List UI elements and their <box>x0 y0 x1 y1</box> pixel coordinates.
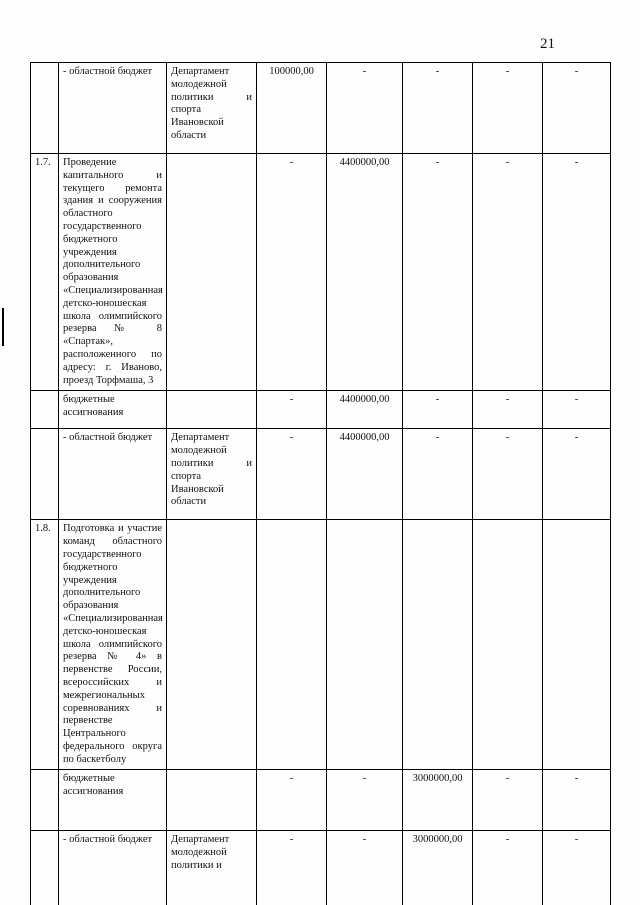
description-cell: бюджетные ассигнования <box>59 391 167 429</box>
amount-cell: - <box>327 63 403 154</box>
amount-cell: - <box>257 831 327 905</box>
row-number-cell: 1.7. <box>31 154 59 391</box>
amount-cell: - <box>473 63 543 154</box>
budget-table <box>30 62 611 905</box>
amount-cell: - <box>473 391 543 429</box>
amount-cell: 100000,00 <box>257 63 327 154</box>
table-row <box>31 63 611 154</box>
amount-cell: 4400000,00 <box>327 391 403 429</box>
table-row <box>31 520 611 770</box>
department-cell <box>167 154 257 391</box>
table-row <box>31 770 611 831</box>
amount-cell: - <box>473 154 543 391</box>
row-number-cell <box>31 831 59 905</box>
amount-cell <box>403 520 473 770</box>
row-number-cell <box>31 63 59 154</box>
amount-cell: - <box>257 770 327 831</box>
description-cell: Подготовка и участие команд областного государственного бюджетного учреждения дополнительного образования «Специализированная детско-юношеская школа олимпийского резерва № 4» в первенстве России, всероссийских и межрегиональных соревнованиях и первенстве Центрального федерального округа по баскетболу <box>59 520 167 770</box>
amount-cell: 3000000,00 <box>403 831 473 905</box>
amount-cell: - <box>403 63 473 154</box>
amount-cell: - <box>403 154 473 391</box>
amount-cell: - <box>257 429 327 520</box>
amount-cell: - <box>327 770 403 831</box>
amount-cell <box>327 520 403 770</box>
description-cell: - областной бюджет <box>59 63 167 154</box>
amount-cell: - <box>257 391 327 429</box>
description-cell: бюджетные ассигнования <box>59 770 167 831</box>
amount-cell: - <box>543 429 611 520</box>
amount-cell: - <box>473 429 543 520</box>
row-number-cell <box>31 391 59 429</box>
amount-cell: - <box>257 154 327 391</box>
amount-cell: - <box>473 770 543 831</box>
amount-cell: - <box>543 63 611 154</box>
page-number: 21 <box>540 36 555 52</box>
description-cell: Проведение капитального и текущего ремонта здания и сооружения областного государственного бюджетного учреждения дополнительного образования «Специализированная детско-юношеская школа олимпийского резерва № 8 «Спартак», расположенного по адресу: г. Иваново, проезд Торфмаша, 3 <box>59 154 167 391</box>
description-cell: - областной бюджет <box>59 429 167 520</box>
table-row <box>31 831 611 905</box>
amount-cell: 4400000,00 <box>327 154 403 391</box>
amount-cell <box>543 520 611 770</box>
amount-cell: - <box>543 391 611 429</box>
department-cell: Департамент молодежной политики и спорта Ивановской области <box>167 429 257 520</box>
table-row <box>31 429 611 520</box>
row-number-cell <box>31 429 59 520</box>
department-cell <box>167 770 257 831</box>
amount-cell: - <box>543 770 611 831</box>
amount-cell: 3000000,00 <box>403 770 473 831</box>
department-cell: Департамент молодежной политики и спорта Ивановской области <box>167 63 257 154</box>
table-row <box>31 391 611 429</box>
amount-cell: - <box>543 154 611 391</box>
amount-cell: - <box>473 831 543 905</box>
amount-cell <box>257 520 327 770</box>
amount-cell: - <box>403 429 473 520</box>
amount-cell <box>473 520 543 770</box>
department-cell: Департамент молодежной политики и <box>167 831 257 905</box>
table-row <box>31 154 611 391</box>
amount-cell: - <box>327 831 403 905</box>
row-number-cell <box>31 770 59 831</box>
scan-artifact <box>2 308 4 346</box>
amount-cell: 4400000,00 <box>327 429 403 520</box>
amount-cell: - <box>543 831 611 905</box>
description-cell: - областной бюджет <box>59 831 167 905</box>
row-number-cell: 1.8. <box>31 520 59 770</box>
department-cell <box>167 520 257 770</box>
amount-cell: - <box>403 391 473 429</box>
department-cell <box>167 391 257 429</box>
